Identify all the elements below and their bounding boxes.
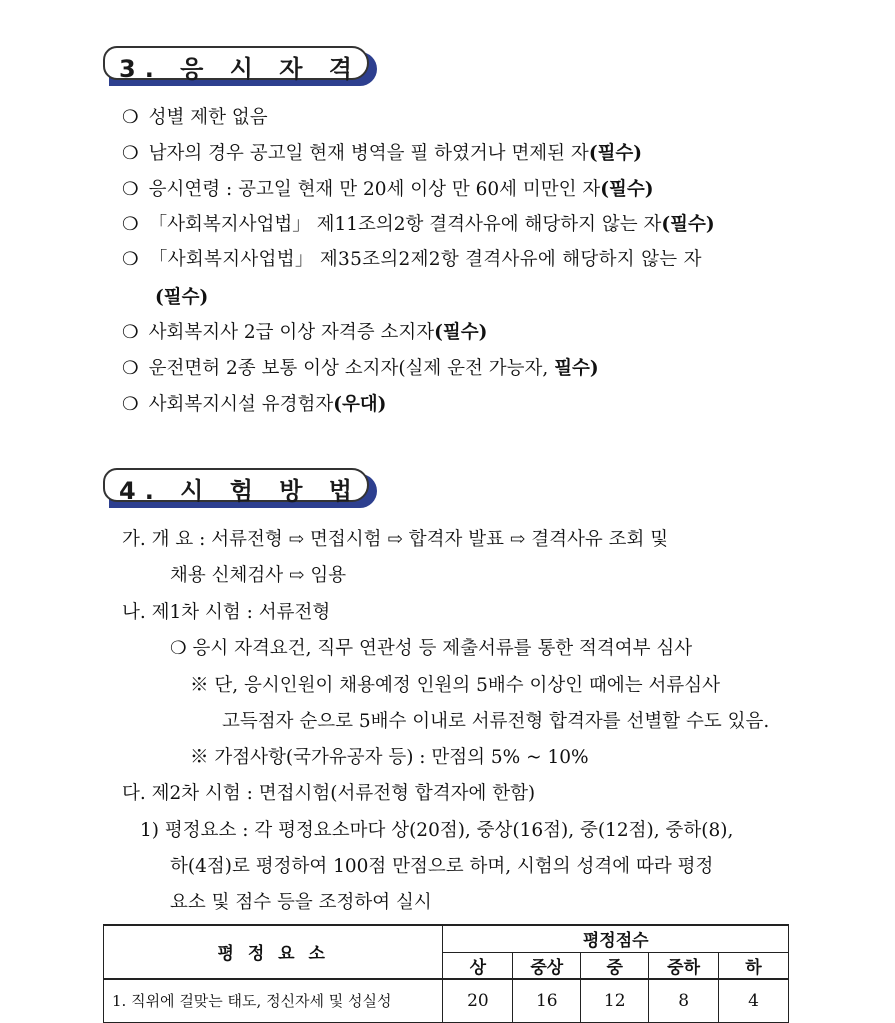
bullet-icon: ❍	[122, 394, 139, 415]
qual-item-6: ❍ 사회복지사 2급 이상 자격증 소지자(필수)	[122, 322, 488, 343]
header-element: 평 정 요 소	[104, 925, 443, 979]
bullet-icon: ❍	[122, 214, 139, 235]
score-cell: 4	[719, 979, 789, 1023]
overview-line-1: 가. 개 요 : 서류전형 ⇨ 면접시험 ⇨ 합격자 발표 ⇨ 결격사유 조회 및	[122, 529, 669, 550]
section-4-header	[103, 468, 378, 512]
bullet-icon: ❍	[122, 249, 139, 270]
grade-cell: 하	[719, 952, 789, 979]
qual-item-4: ❍ 「사회복지사업법」 제11조의2항 결격사유에 해당하지 않는 자(필수)	[122, 214, 715, 235]
first-exam-note-1: ※ 단, 응시인원이 채용예정 인원의 5배수 이상인 때에는 서류심사	[190, 675, 720, 696]
qual-item-1: ❍ 성별 제한 없음	[122, 107, 268, 128]
grade-cell: 중	[581, 952, 649, 979]
score-table	[103, 924, 789, 1023]
qual-item-7: ❍ 운전면허 2종 보통 이상 소지자(실제 운전 가능자, 필수)	[122, 358, 599, 379]
first-exam-title: 나. 제1차 시험 : 서류전형	[122, 602, 331, 623]
first-exam-note-1-cont: 고득점자 순으로 5배수 이내로 서류전형 합격자를 선별할 수도 있음.	[222, 711, 770, 732]
bullet-icon: ❍	[122, 107, 139, 128]
score-cell: 16	[513, 979, 581, 1023]
bullet-icon: ❍	[122, 143, 139, 164]
bullet-icon: ❍	[122, 358, 139, 379]
section-3-title: 3. 응 시 자 격	[119, 55, 361, 83]
first-exam-item: ❍ 응시 자격요건, 직무 연관성 등 제출서류를 통한 적격여부 심사	[170, 638, 693, 659]
qual-item-8: ❍ 사회복지시설 유경험자(우대)	[122, 394, 387, 415]
grade-cell: 상	[443, 952, 513, 979]
header-score: 평정점수	[443, 925, 789, 952]
qual-item-3: ❍ 응시연령 : 공고일 현재 만 20세 이상 만 60세 미만인 자(필수)	[122, 179, 654, 200]
first-exam-note-2: ※ 가점사항(국가유공자 등) : 만점의 5% ~ 10%	[190, 747, 589, 768]
section-4-title: 4. 시 험 방 법	[119, 477, 361, 505]
qual-item-5-tag: (필수)	[155, 287, 209, 308]
overview-line-2: 채용 신체검사 ⇨ 임용	[170, 565, 347, 586]
eval-line-3: 요소 및 점수 등을 조정하여 실시	[170, 892, 432, 913]
eval-line-1: 1) 평정요소 : 각 평정요소마다 상(20점), 중상(16점), 중(12점), 중하(8),	[140, 820, 734, 841]
qual-item-2: ❍ 남자의 경우 공고일 현재 병역을 필 하였거나 면제된 자(필수)	[122, 143, 643, 164]
second-exam-title: 다. 제2차 시험 : 면접시험(서류전형 합격자에 한함)	[122, 783, 536, 804]
eval-line-2: 하(4점)로 평정하여 100점 만점으로 하며, 시험의 성격에 따라 평정	[170, 856, 714, 877]
table-header-row	[104, 925, 789, 952]
score-cell: 8	[649, 979, 719, 1023]
grade-cell: 중상	[513, 952, 581, 979]
table-row	[104, 979, 789, 1023]
element-cell: 1. 직위에 걸맞는 태도, 정신자세 및 성실성	[104, 979, 443, 1023]
qual-item-5: ❍ 「사회복지사업법」 제35조의2제2항 결격사유에 해당하지 않는 자	[122, 249, 702, 270]
bullet-icon: ❍	[122, 322, 139, 343]
section-3-header	[103, 46, 378, 90]
bullet-icon: ❍	[122, 179, 139, 200]
grade-cell: 중하	[649, 952, 719, 979]
score-cell: 20	[443, 979, 513, 1023]
score-cell: 12	[581, 979, 649, 1023]
